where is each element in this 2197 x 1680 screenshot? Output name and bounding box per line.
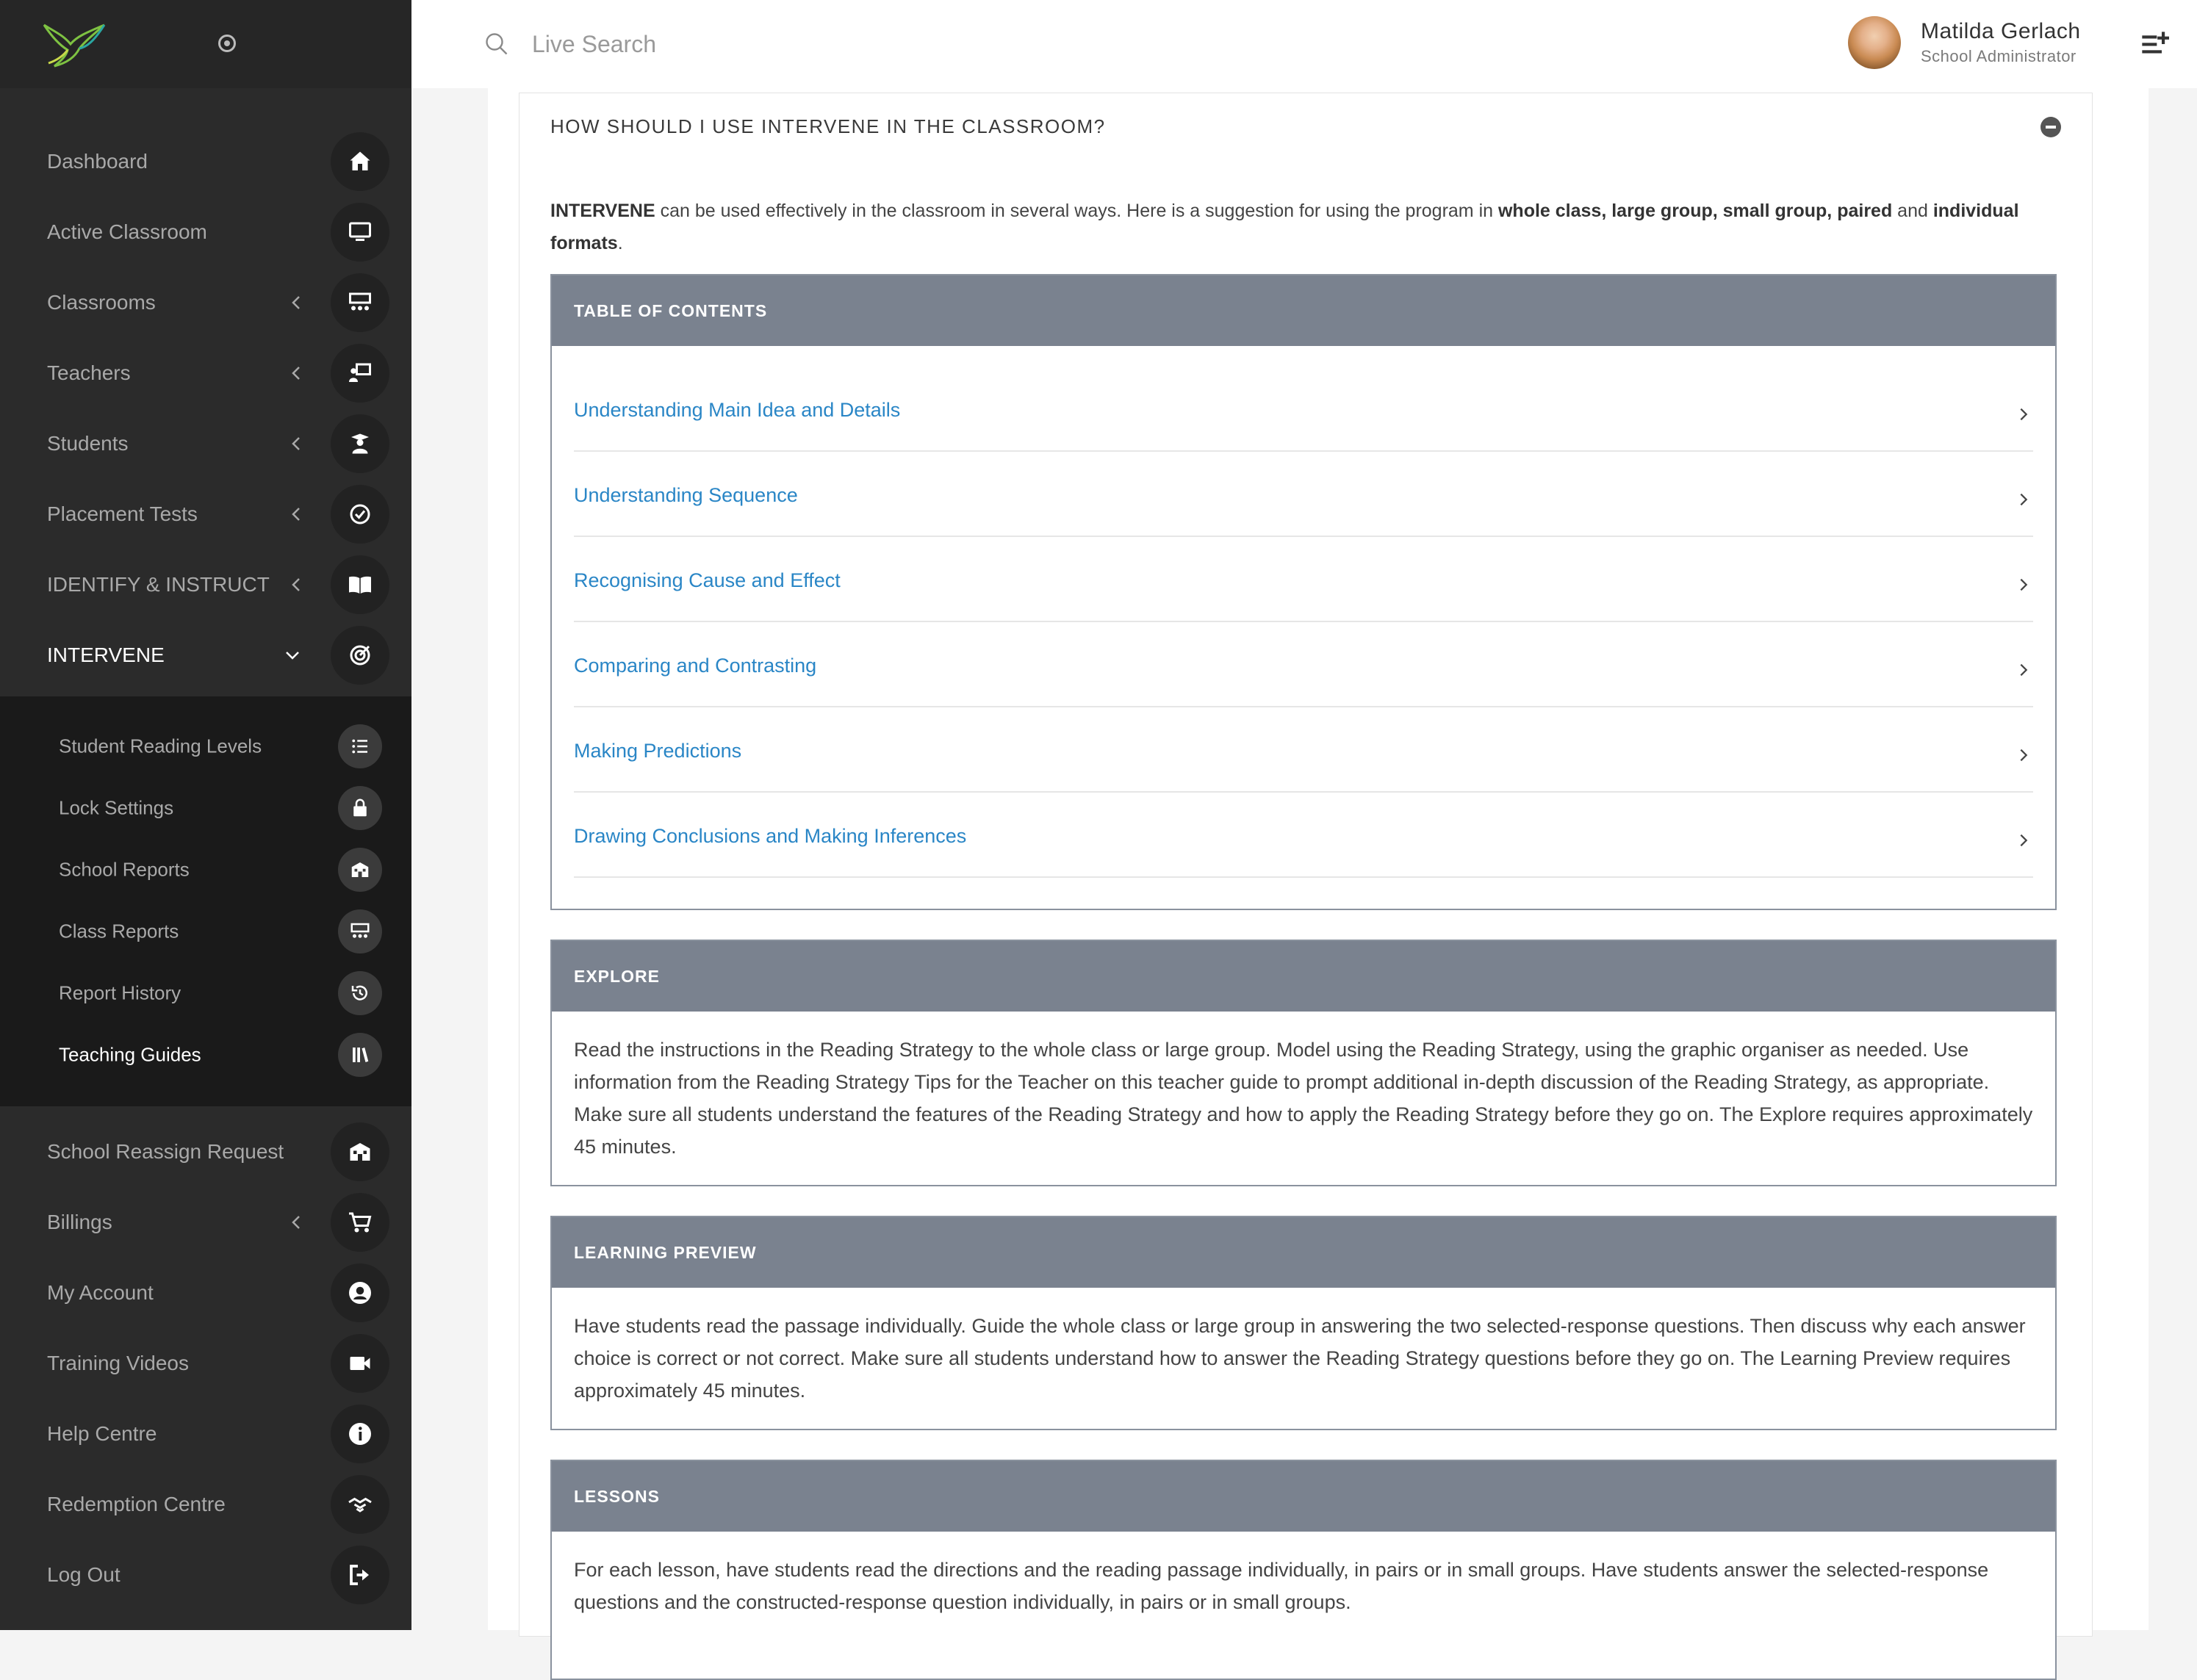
chevron-right-icon: [2016, 832, 2032, 848]
sub-item-lock-settings[interactable]: [0, 777, 411, 839]
sub-label: School Reports: [59, 858, 190, 881]
teacher-icon: [331, 344, 389, 403]
student-icon: [331, 414, 389, 473]
sub-item-report-history[interactable]: [0, 962, 411, 1024]
search-icon[interactable]: [483, 31, 510, 57]
learning-preview-title: LEARNING PREVIEW: [552, 1217, 2055, 1288]
chevron-right-icon: [2016, 662, 2032, 678]
chevron-left-icon: [288, 364, 306, 382]
classroom-icon: [338, 909, 382, 953]
top-bar: [411, 0, 2197, 88]
chevron-right-icon: [2016, 577, 2032, 593]
intro-text: can be used effectively in the classroom in several ways. Here is a suggestion for using the program in: [655, 201, 1498, 221]
nav-label: Billings: [47, 1211, 112, 1233]
sub-item-class-reports[interactable]: [0, 901, 411, 962]
chevron-right-icon: [2016, 747, 2032, 763]
sub-label: Lock Settings: [59, 796, 174, 819]
intro-text: and: [1892, 201, 1933, 221]
toc-link[interactable]: Understanding Sequence: [574, 484, 798, 506]
cart-icon: [331, 1193, 389, 1252]
handshake-icon: [331, 1475, 389, 1534]
history-icon: [338, 971, 382, 1015]
classroom-icon: [331, 273, 389, 332]
chevron-right-icon: [2016, 406, 2032, 422]
nav-label: IDENTIFY & INSTRUCT: [47, 573, 270, 596]
school-icon: [338, 848, 382, 892]
intro-strong: individual formats: [550, 201, 2019, 253]
lessons-panel: [550, 1460, 2057, 1680]
toc-panel: [550, 274, 2057, 910]
user-name[interactable]: Matilda Gerlach: [1921, 19, 2081, 43]
sub-label: Class Reports: [59, 920, 179, 942]
nav-item-teachers[interactable]: [0, 338, 411, 408]
toc-link[interactable]: Understanding Main Idea and Details: [574, 399, 901, 421]
nav-label: Redemption Centre: [47, 1493, 226, 1515]
target-icon: [331, 626, 389, 685]
test-icon: [331, 485, 389, 544]
chevron-left-icon: [288, 505, 306, 523]
intro-text: .: [617, 233, 623, 253]
sidebar: [0, 0, 411, 1630]
nav-item-training-videos[interactable]: [0, 1328, 411, 1399]
lessons-body: For each lesson, have students read the directions and the reading passage individually, in pairs or in small groups. Have students answer the selected-response questions and the constructed-response question individually, in pairs or in small groups.: [574, 1559, 1989, 1613]
home-icon: [331, 132, 389, 191]
learning-preview-body: Have students read the passage individually. Guide the whole class or large group in answering the two selected-response questions. Then discuss why each answer choice is correct or not correct. Make sure all students understand how to answer the Reading Strategy questions before they go on. The Learning Preview requires approximately 45 minutes.: [574, 1315, 2026, 1402]
nav-item-dashboard[interactable]: [0, 126, 411, 197]
chevron-left-icon: [288, 435, 306, 453]
explore-panel: [550, 940, 2057, 1186]
nav-label: INTERVENE: [47, 643, 165, 666]
video-icon: [331, 1334, 389, 1393]
intro-strong: whole class, large group, small group, paired: [1497, 201, 1893, 221]
nav-label: Students: [47, 432, 129, 455]
sub-item-teaching-guides[interactable]: [0, 1024, 411, 1086]
toc-item[interactable]: [574, 707, 2033, 793]
menu-add-icon[interactable]: [2140, 29, 2169, 59]
secondary-nav: [0, 1117, 411, 1610]
intervene-submenu: [0, 696, 411, 1106]
user-icon: [331, 1263, 389, 1322]
toc-link[interactable]: Making Predictions: [574, 740, 742, 762]
nav-label: Help Centre: [47, 1422, 157, 1445]
search-input[interactable]: [532, 26, 973, 62]
toc-link[interactable]: Comparing and Contrasting: [574, 655, 817, 677]
nav-item-classrooms[interactable]: [0, 267, 411, 338]
nav-label: Placement Tests: [47, 502, 198, 525]
faq-question[interactable]: HOW SHOULD I USE INTERVENE IN THE CLASSROOM?: [550, 115, 1106, 137]
nav-item-identify-instruct[interactable]: [0, 549, 411, 620]
intro-strong: INTERVENE: [550, 201, 655, 221]
info-icon: [331, 1405, 389, 1463]
toc-title: TABLE OF CONTENTS: [552, 275, 2055, 346]
toc-item[interactable]: [574, 793, 2033, 878]
nav-label: Teachers: [47, 361, 131, 384]
toc-link[interactable]: Drawing Conclusions and Making Inferences: [574, 825, 967, 847]
nav-item-redemption-centre[interactable]: [0, 1469, 411, 1540]
books-icon: [338, 1033, 382, 1077]
toc-item[interactable]: [574, 622, 2033, 707]
nav-label: Training Videos: [47, 1352, 190, 1374]
nav-label: Log Out: [47, 1563, 121, 1586]
sub-label: Report History: [59, 981, 181, 1004]
chevron-down-icon: [284, 646, 301, 664]
nav-item-billings[interactable]: [0, 1187, 411, 1258]
logout-icon: [331, 1546, 389, 1604]
user-role: School Administrator: [1921, 47, 2076, 65]
nav-item-students[interactable]: [0, 408, 411, 479]
nav-label: Dashboard: [47, 150, 148, 173]
nav-item-placement-tests[interactable]: [0, 479, 411, 549]
faq-intro: [550, 195, 2064, 259]
toc-link[interactable]: Recognising Cause and Effect: [574, 569, 841, 591]
chevron-left-icon: [288, 1214, 306, 1231]
nav-label: Active Classroom: [47, 220, 207, 243]
learning-preview-panel: [550, 1216, 2057, 1430]
sub-label: Teaching Guides: [59, 1043, 201, 1066]
nav-item-active-classroom[interactable]: [0, 197, 411, 267]
book-icon: [331, 555, 389, 614]
sidebar-toggle-icon[interactable]: [218, 35, 236, 52]
nav-item-school-reassign-request[interactable]: [0, 1117, 411, 1187]
nav-item-help-centre[interactable]: [0, 1399, 411, 1469]
nav-item-intervene[interactable]: [0, 620, 411, 691]
chevron-left-icon: [288, 576, 306, 594]
school-icon: [331, 1122, 389, 1181]
nav-item-my-account[interactable]: [0, 1258, 411, 1328]
avatar[interactable]: [1848, 16, 1901, 69]
nav-label: My Account: [47, 1281, 154, 1304]
explore-body: Read the instructions in the Reading Strategy to the whole class or large group. Model using the Reading Strategy, using the graphic organiser as needed. Use information from the Reading Strategy Tips for the Teacher on this teacher guide to prompt additional in-depth discussion of the Reading Strategy, as appropriate. Make sure all students understand the features of the Reading Strategy and how to apply the Reading Strategy before they go on. The Explore requires approximately 45 minutes.: [574, 1039, 2033, 1158]
hummingbird-logo-icon[interactable]: [41, 19, 107, 68]
chevron-left-icon: [288, 294, 306, 311]
monitor-icon: [331, 203, 389, 262]
sub-label: Student Reading Levels: [59, 735, 262, 757]
list-icon: [338, 724, 382, 768]
nav-label: School Reassign Request: [47, 1140, 284, 1163]
toc-item[interactable]: [574, 452, 2033, 537]
nav-label: Classrooms: [47, 291, 156, 314]
chevron-right-icon: [2016, 491, 2032, 508]
sub-item-student-reading-levels[interactable]: [0, 715, 411, 777]
toc-list: [552, 346, 2055, 878]
lessons-title: LESSONS: [552, 1461, 2055, 1532]
sub-item-school-reports[interactable]: [0, 839, 411, 901]
toc-item[interactable]: [574, 537, 2033, 622]
nav-item-log-out[interactable]: [0, 1540, 411, 1610]
sidebar-header: [0, 0, 411, 88]
explore-title: EXPLORE: [552, 941, 2055, 1012]
collapse-icon[interactable]: [2040, 117, 2061, 137]
lock-icon: [338, 786, 382, 830]
faq-card: [519, 93, 2093, 1637]
toc-item[interactable]: [574, 367, 2033, 452]
main-nav: [0, 126, 411, 691]
